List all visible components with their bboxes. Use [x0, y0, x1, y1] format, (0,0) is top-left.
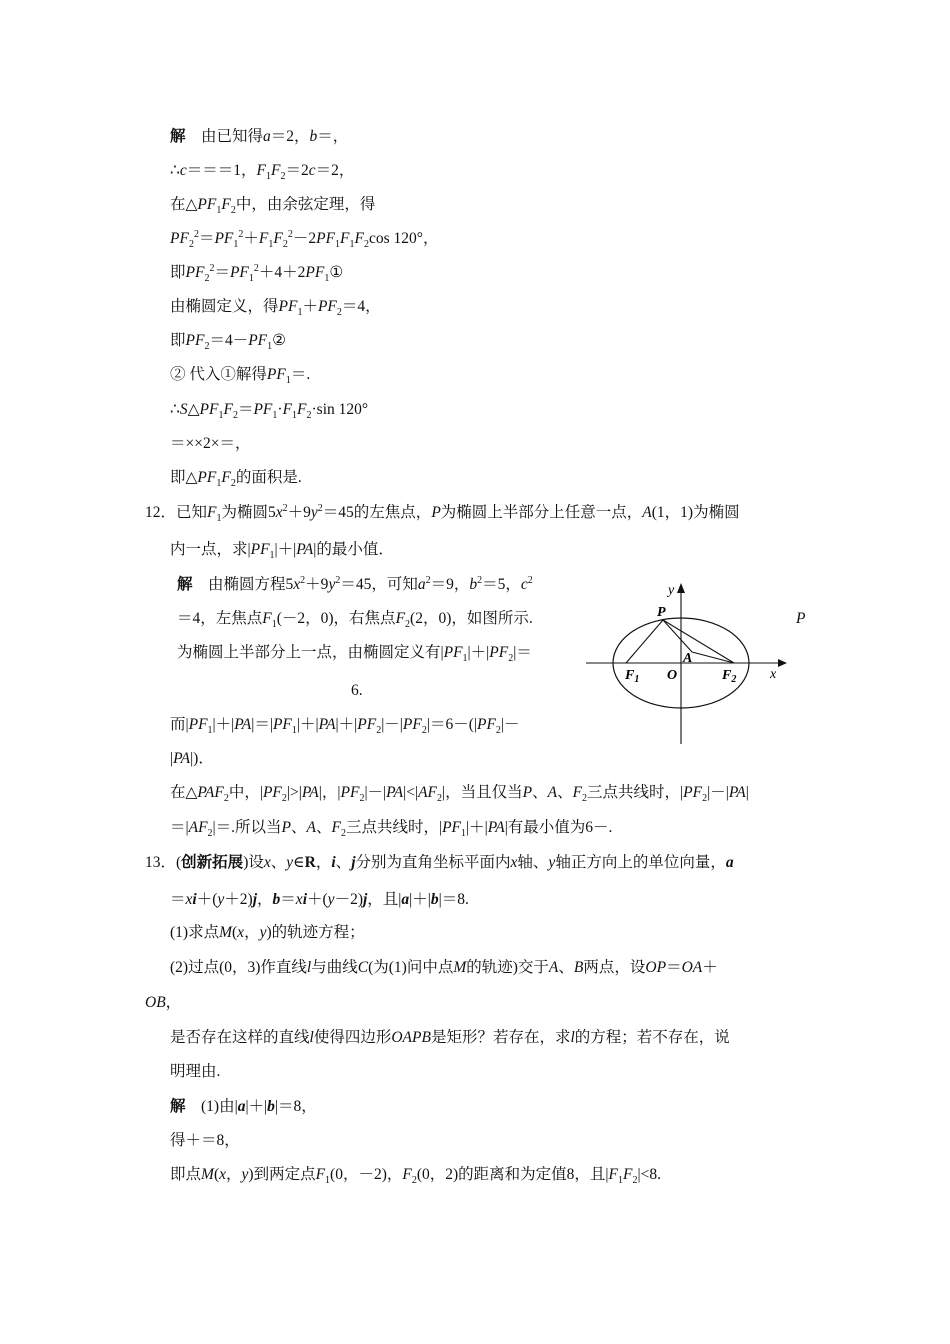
line-3: 在$\triangle PF_1F_2$中，由余弦定理，得	[170, 196, 376, 217]
side-label-p: P	[796, 610, 806, 627]
line-13: 内一点，求$|PF_1|+|PA|$的最小值．	[170, 541, 394, 562]
segment-pa	[663, 620, 692, 652]
line-1: 解 由已知得a＝2，b＝，	[170, 128, 349, 145]
x-arrow	[778, 659, 787, 667]
line-24: (1)求点M(x，y)的轨迹方程；	[170, 924, 365, 941]
line-10: ＝××2×＝，	[170, 435, 251, 452]
line-5: 即$PF_2^2=PF_1^2+4+2PF_1①$	[170, 262, 344, 285]
line-22: 13．(创新拓展)设x、y∈R，i、j分别为直角坐标平面内x轴、y轴正方向上的单位向量，a	[145, 854, 734, 871]
label-o: O	[667, 668, 678, 683]
line-28: 明理由.	[170, 1063, 221, 1080]
line-20: 在$\triangle PAF_2$中，$|PF_2|>|PA|$，$|PF_2|-|PA|<|AF_2|$，当且仅当P、A、$F_2$三点共线时，$|PF_2|-|PA|$	[170, 784, 749, 805]
line-27: 是否存在这样的直线l使得四边形OAPB是矩形？若存在，求l的方程；若不存在，说	[170, 1029, 730, 1046]
line-14: 解 由椭圆方程$5x^2+9y^2=45$，可知$a^2=9$，$b^2=5$，$c^2$	[177, 574, 533, 593]
line-30: 得＋＝8，	[170, 1132, 240, 1149]
segment-af2	[692, 652, 734, 663]
line-25: (2)过点(0，3)作直线l与曲线C(为(1)问中点M的轨迹)交于A、B两点，设OP＝OA＋	[170, 959, 718, 976]
line-26: OB，	[145, 994, 182, 1011]
label-a: A	[683, 651, 693, 666]
label-f2: $F_2$	[722, 668, 737, 685]
line-11: 即$\triangle PF_1F_2$的面积是.	[170, 469, 302, 490]
line-19: |PA|)．	[170, 750, 214, 767]
ellipse-figure	[582, 578, 812, 748]
line-7: 即$PF_2=4-PF_1②$	[170, 332, 287, 353]
segment-pf2	[663, 620, 734, 663]
line-12: 12．已知$F_1$为椭圆$5x^2+9y^2=45$的左焦点，P为椭圆上半部分上任意一点，A(1，1)为椭圆	[145, 502, 740, 525]
line-15: ＝4，左焦点$F_1(-2$，0)，右焦点$F_2(2$，0)，如图所示.	[177, 610, 533, 631]
line-29: 解 (1)由|a|＋|b|＝8，	[170, 1098, 317, 1115]
line-23: ＝xi＋(y＋2)j，b＝xi＋(y－2)j，且|a|＋|b|＝8.	[170, 891, 469, 908]
line-16: 为椭圆上半部分上一点，由椭圆定义有$|PF_1|+|PF_2|=$	[177, 644, 532, 665]
line-21: $=|AF_2|=$.所以当P、A、$F_2$三点共线时，$|PF_1|+|PA|$有最小值为6－.	[170, 819, 613, 840]
line-17: 6.	[351, 682, 363, 699]
y-arrow	[677, 583, 685, 593]
line-6: 由椭圆定义，得$PF_1+PF_2=4$，	[170, 298, 381, 319]
segment-pf1	[626, 620, 663, 663]
label-p: P	[657, 605, 666, 620]
label-f1: $F_1$	[625, 668, 640, 685]
line-4: $PF_2^2=PF_1^2+F_1F_2^2-2PF_1F_1F_2\cos$ 120°，	[170, 228, 439, 251]
line-31: 即点M(x，y)到两定点$F_1(0$，－2)，$F_2(0$，2)的距离和为定值8，且$|F_1F_2|<8$.	[170, 1166, 661, 1187]
line-2: ∴c＝＝＝1，$F_1F_2=2c=2$，	[170, 162, 355, 183]
line-9: $\therefore S\triangle PF_1F_2=PF_1\cdot F_1F_2\cdot\sin$ 120°	[170, 401, 369, 422]
label-x: x	[770, 667, 777, 682]
line-18: 而$|PF_1|+|PA|=|PF_1|+|PA|+|PF_2|-|PF_2|=6-(|PF_2|-$	[170, 716, 520, 737]
label-y: y	[668, 583, 675, 598]
line-8: ② 代入①解得$PF_1=$.	[170, 366, 311, 387]
